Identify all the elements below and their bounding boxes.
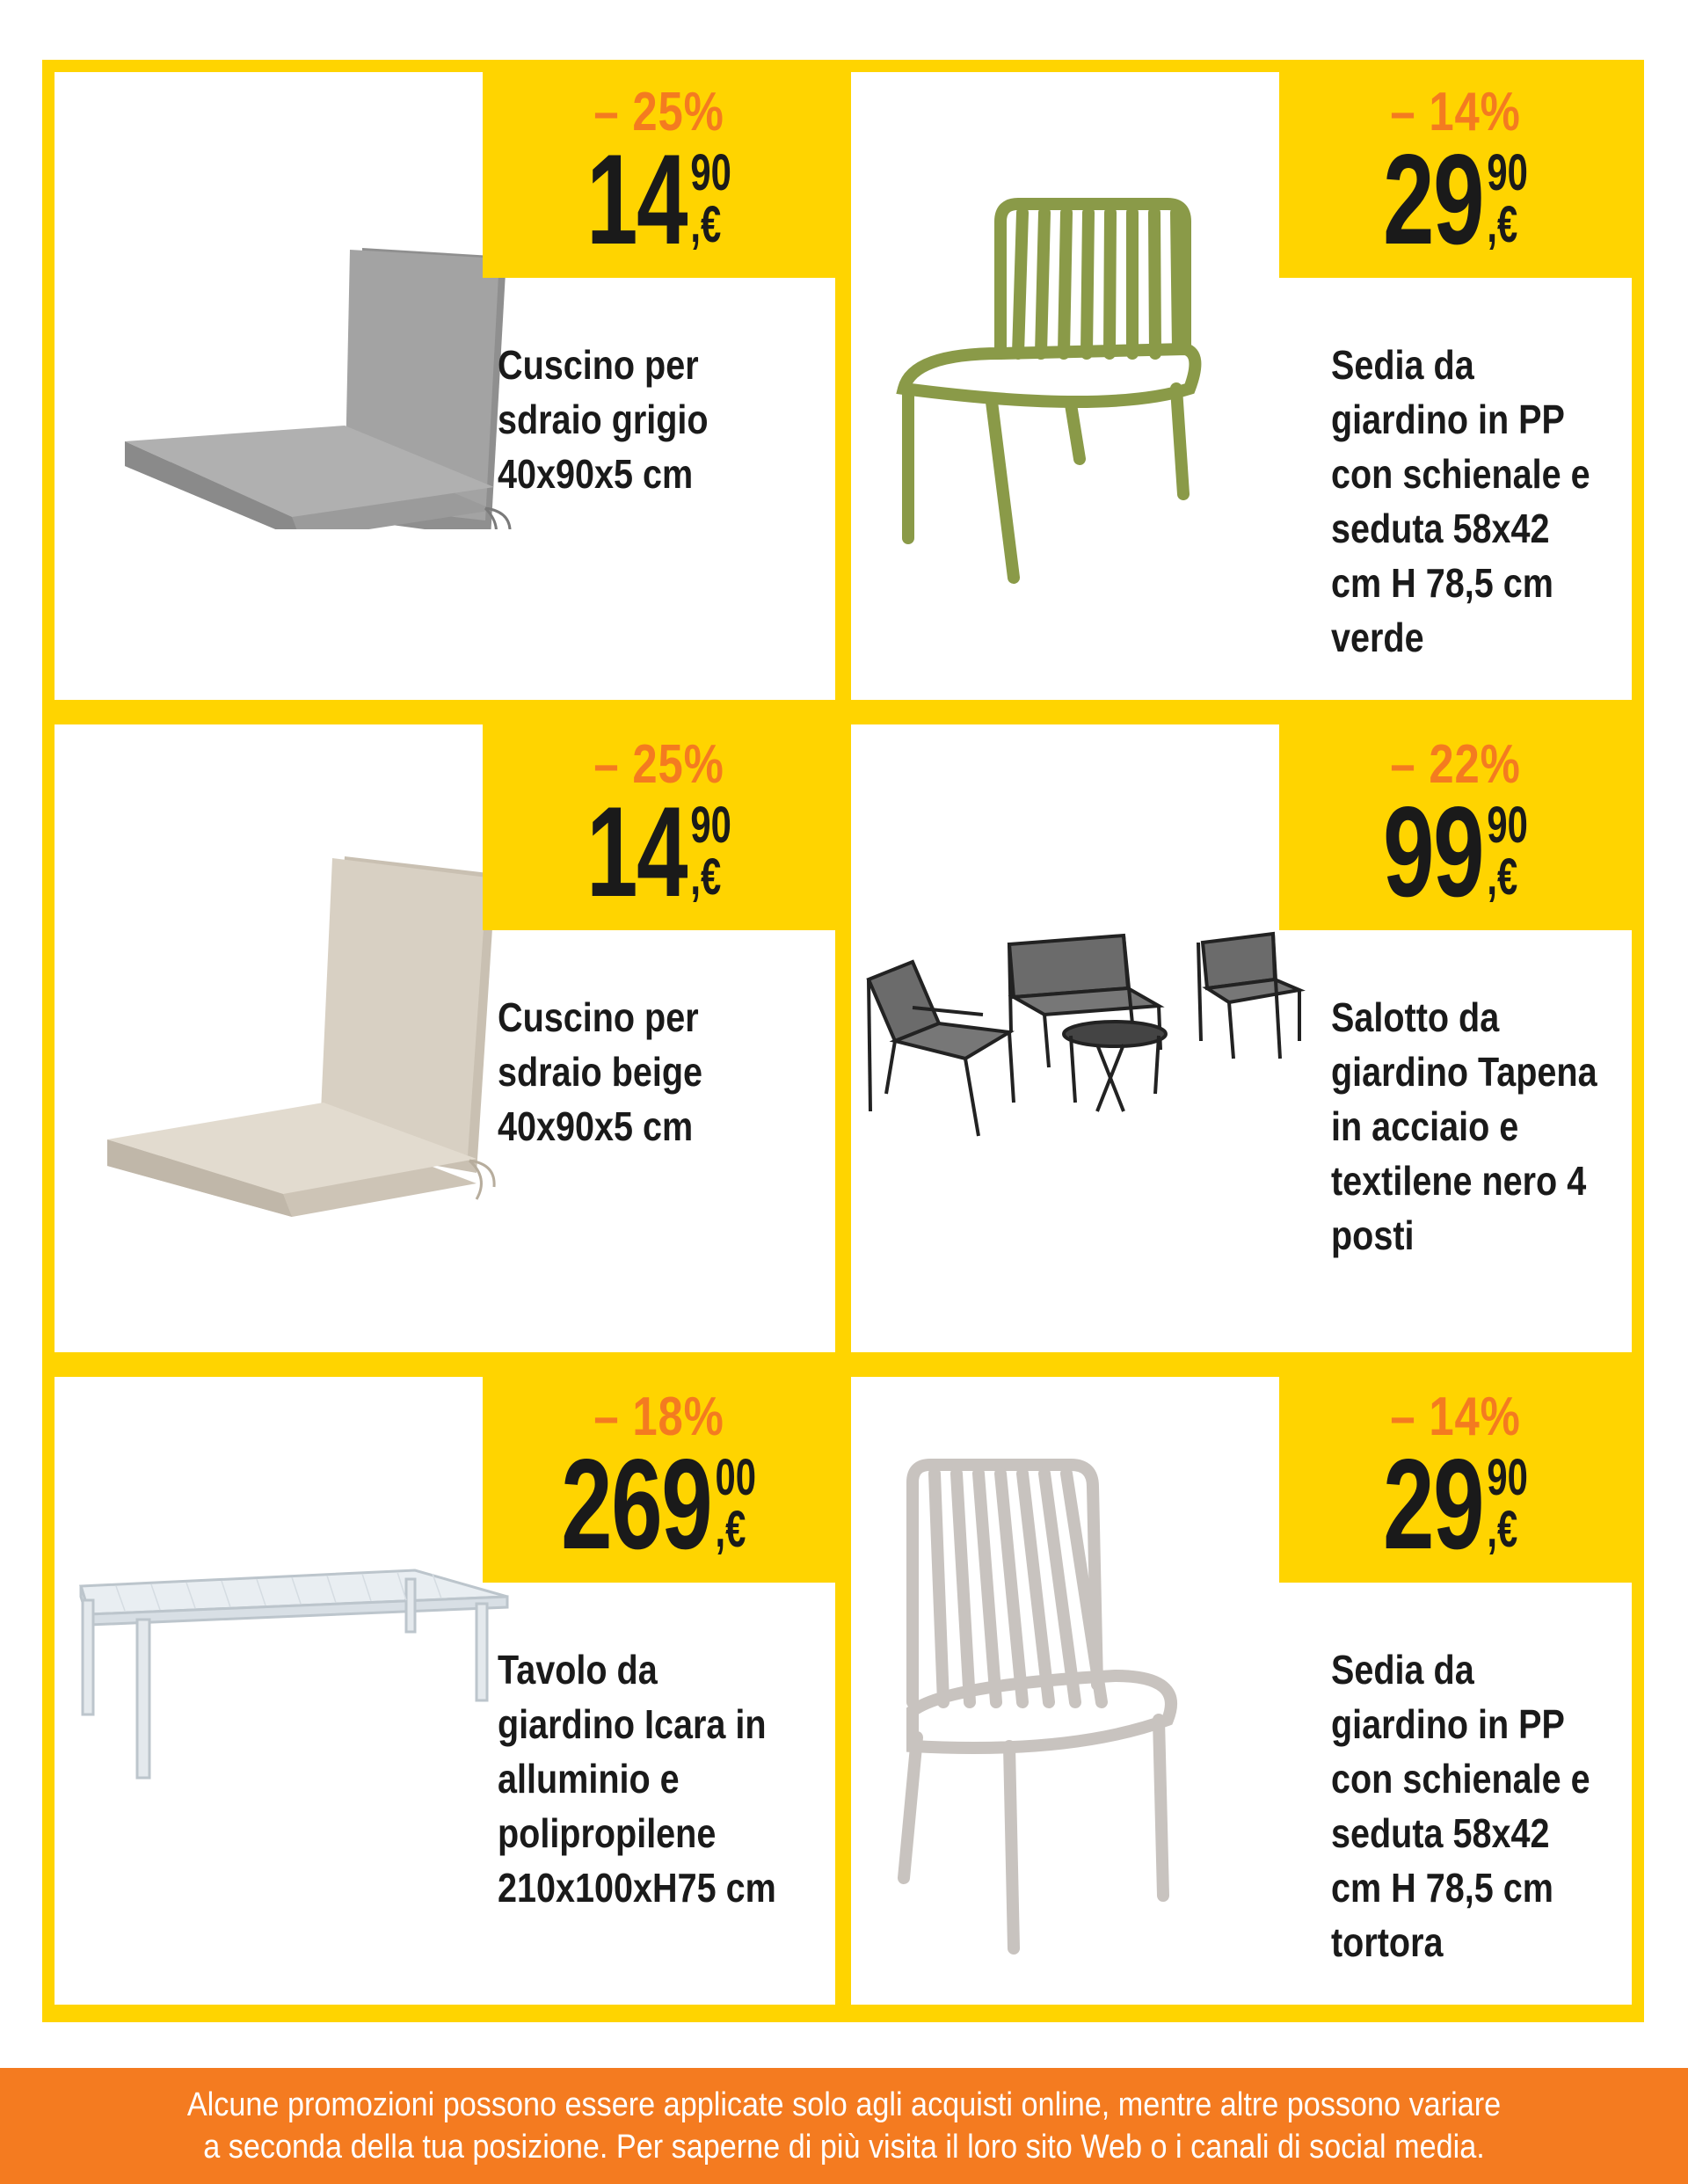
price-currency: ,€ bbox=[690, 196, 722, 253]
discount-label: – 22% bbox=[1390, 734, 1521, 795]
price bbox=[1279, 780, 1632, 923]
price-decimals: 90 bbox=[690, 797, 731, 854]
price-decimals: 90 bbox=[1487, 797, 1528, 854]
grey-cushion-image bbox=[107, 230, 512, 529]
disclaimer-footer bbox=[0, 2068, 1688, 2184]
taupe-chair-image bbox=[895, 1438, 1194, 1966]
discount-label: – 25% bbox=[593, 734, 724, 795]
product-description: Salotto da giardino Tapena in acciaio e textilene nero 4 posti bbox=[1331, 994, 1597, 1258]
price-decimals: 90 bbox=[1487, 1449, 1528, 1506]
price-integer: 14 bbox=[586, 780, 688, 923]
product-card-green-chair[interactable] bbox=[851, 72, 1632, 700]
product-card-white-table[interactable] bbox=[55, 1377, 835, 2005]
price-currency: ,€ bbox=[715, 1501, 746, 1558]
disclaimer-text: Alcune promozioni possono essere applicate solo agli acquisti online, mentre altre possono variare a seconda della tua posizione. Per saperne di più visita il loro sito Web o i canali di social media. bbox=[186, 2086, 1502, 2166]
product-card-beige-cushion[interactable] bbox=[55, 724, 835, 1352]
white-table-image bbox=[63, 1562, 512, 1790]
price-currency: ,€ bbox=[1487, 1501, 1518, 1558]
price-badge bbox=[483, 72, 835, 278]
beige-cushion-image bbox=[90, 856, 512, 1226]
discount-label: – 14% bbox=[1390, 82, 1521, 142]
price bbox=[483, 1432, 835, 1576]
price-badge bbox=[1279, 1377, 1632, 1583]
price-decimals: 90 bbox=[1487, 144, 1528, 201]
price-badge bbox=[1279, 724, 1632, 930]
product-description: Sedia da giardino in PP con schienale e seduta 58x42 cm H 78,5 cm tortora bbox=[1331, 1647, 1590, 1965]
discount-label: – 25% bbox=[593, 82, 724, 142]
discount-label: – 14% bbox=[1390, 1387, 1521, 1447]
price-integer: 99 bbox=[1383, 780, 1484, 923]
price-decimals: 00 bbox=[715, 1449, 757, 1506]
price-badge bbox=[483, 1377, 835, 1583]
price bbox=[1279, 127, 1632, 271]
price-decimals: 90 bbox=[690, 144, 731, 201]
price-integer: 14 bbox=[586, 127, 688, 271]
product-grid bbox=[42, 60, 1644, 2022]
product-description: Cuscino per sdraio beige 40x90x5 cm bbox=[498, 994, 703, 1149]
product-card-taupe-chair[interactable] bbox=[851, 1377, 1632, 2005]
price bbox=[1279, 1432, 1632, 1576]
green-chair-image bbox=[886, 160, 1203, 617]
price-badge bbox=[483, 724, 835, 930]
price-currency: ,€ bbox=[690, 848, 722, 906]
price bbox=[483, 127, 835, 271]
price bbox=[483, 780, 835, 923]
price-integer: 29 bbox=[1383, 127, 1484, 271]
price-badge bbox=[1279, 72, 1632, 278]
price-integer: 29 bbox=[1383, 1432, 1484, 1576]
product-description: Cuscino per sdraio grigio 40x90x5 cm bbox=[498, 342, 709, 497]
product-card-grey-cushion[interactable] bbox=[55, 72, 835, 700]
price-currency: ,€ bbox=[1487, 848, 1518, 906]
price-currency: ,€ bbox=[1487, 196, 1518, 253]
product-card-lounge-set[interactable] bbox=[851, 724, 1632, 1352]
discount-label: – 18% bbox=[593, 1387, 724, 1447]
price-integer: 269 bbox=[561, 1432, 712, 1576]
product-description: Sedia da giardino in PP con schienale e seduta 58x42 cm H 78,5 cm verde bbox=[1331, 342, 1590, 660]
product-description: Tavolo da giardino Icara in alluminio e polipropilene 210x100xH75 cm bbox=[498, 1647, 776, 1911]
lounge-set-image bbox=[860, 927, 1317, 1147]
